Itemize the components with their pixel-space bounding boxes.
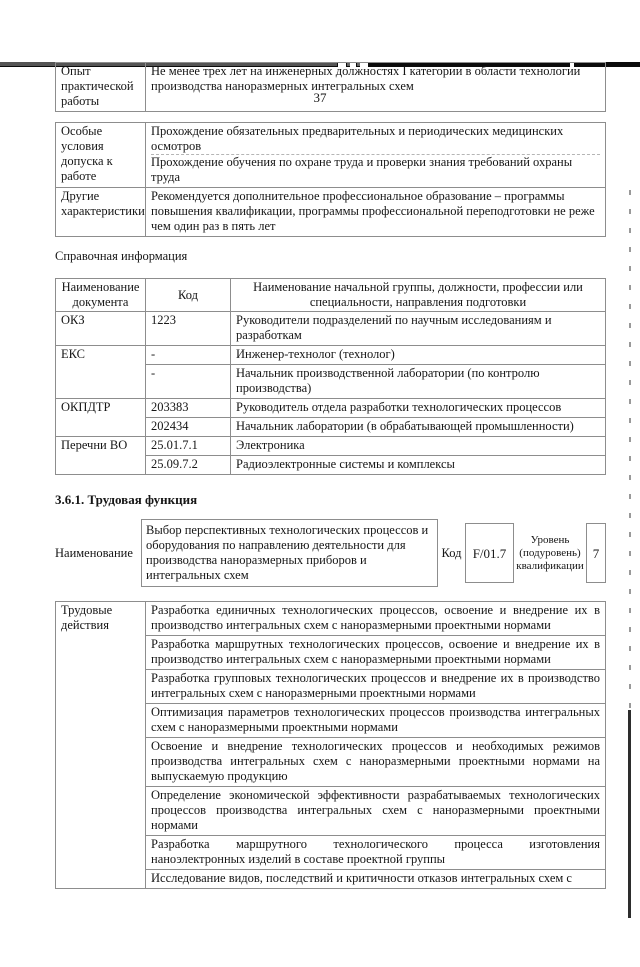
name-cell: Инженер-технолог (технолог): [231, 346, 606, 365]
special-conditions-item: Прохождение обязательных предварительных и периодических медицинских осмотров: [151, 124, 564, 153]
table-row: [56, 123, 606, 188]
name-cell: Руководитель отдела разработки технологических процессов: [231, 399, 606, 418]
function-code-box: F/01.7: [465, 523, 514, 583]
table-header-row: [56, 279, 606, 312]
doc-cell: Перечни ВО: [56, 437, 146, 475]
scan-artifact-dashed-line: [629, 190, 631, 710]
section-heading: 3.6.1. Трудовая функция: [55, 492, 198, 507]
action-item: Определение экономической эффективности разрабатываемых технологических процессов производства интегральных схем с наноразмерными проектными нормами: [146, 787, 606, 836]
special-conditions-item: Прохождение обучения по охране труда и проверки знания требований охраны труда: [151, 154, 600, 185]
code-cell: 1223: [146, 312, 231, 346]
special-conditions-cell: [146, 123, 606, 188]
header-document: Наименование документа: [56, 279, 146, 312]
code-cell: 25.09.7.2: [146, 456, 231, 475]
action-item: Разработка единичных технологических процессов, освоение и внедрение их в производство интегральных схем с наноразмерными проектными нормами: [146, 602, 606, 636]
action-item: Освоение и внедрение технологических процессов и необходимых режимов производства интегральных схем с наноразмерными проектными нормами на выпускаемую продукцию: [146, 738, 606, 787]
labor-actions-table: [55, 601, 606, 889]
page-number: 37: [313, 90, 327, 105]
reference-table: [55, 278, 606, 475]
table-row: [56, 437, 606, 456]
name-cell: Радиоэлектронные системы и комплексы: [231, 456, 606, 475]
table-row: [56, 602, 606, 636]
header-code: Код: [146, 279, 231, 312]
table-row: [56, 399, 606, 418]
experience-text: Не менее трех лет на инженерных должностях I категории в области технологии производства наноразмерных интегральных схем: [146, 63, 606, 112]
reference-heading: Справочная информация: [55, 249, 188, 263]
name-cell: Руководители подразделений по научным исследованиям и разработкам: [231, 312, 606, 346]
document-page: [55, 62, 606, 889]
name-cell: Начальник производственной лаборатории (по контролю производства): [231, 365, 606, 399]
qualification-level-label: Уровень (подуровень) квалификации: [516, 533, 584, 572]
doc-cell: ОКЗ: [56, 312, 146, 346]
other-characteristics-text: Рекомендуется дополнительное профессиональное образование – программы повышения квалификации, программы профессиональной переподготовки не реже чем один раз в пять лет: [146, 188, 606, 237]
labor-actions-label: Трудовые действия: [56, 602, 146, 889]
table-row: [56, 312, 606, 346]
qualification-level-box: 7: [586, 523, 606, 583]
table-row: [56, 346, 606, 365]
special-conditions-label: Особые условия допуска к работе: [56, 123, 146, 188]
scan-artifact-dark-line: [628, 710, 631, 918]
table-row: [56, 63, 606, 112]
function-code-label: Код: [441, 545, 462, 560]
code-cell: -: [146, 365, 231, 399]
doc-cell: ОКПДТР: [56, 399, 146, 437]
table-row: [56, 188, 606, 237]
conditions-table: [55, 122, 606, 237]
name-cell: Электроника: [231, 437, 606, 456]
name-cell: Начальник лаборатории (в обрабатывающей промышленности): [231, 418, 606, 437]
function-name-label: Наименование: [55, 545, 133, 560]
other-characteristics-label: Другие характеристики: [56, 188, 146, 237]
doc-cell: ЕКС: [56, 346, 146, 399]
experience-table: [55, 62, 606, 112]
code-cell: 202434: [146, 418, 231, 437]
function-name-box: Выбор перспективных технологических процессов и оборудования по направлению деятельности для производства наноразмерных приборов и интегральных схем: [141, 519, 438, 587]
code-cell: -: [146, 346, 231, 365]
code-cell: 25.01.7.1: [146, 437, 231, 456]
action-item: Разработка маршрутного технологического процесса изготовления наноэлектронных изделий в составе проектной группы: [146, 836, 606, 870]
code-cell: 203383: [146, 399, 231, 418]
action-item: Разработка групповых технологических процессов и внедрение их в производство интегральных схем с наноразмерными проектными нормами: [146, 670, 606, 704]
header-name: Наименование начальной группы, должности, профессии или специальности, направления подготовки: [231, 279, 606, 312]
labor-function-name-block: [55, 519, 606, 587]
action-item: Исследование видов, последствий и критичности отказов интегральных схем с: [146, 870, 606, 889]
experience-label: Опыт практической работы: [56, 63, 146, 112]
action-item: Разработка маршрутных технологических процессов, освоение и внедрение их в производство интегральных схем с наноразмерными проектными нормами: [146, 636, 606, 670]
action-item: Оптимизация параметров технологических процессов производства интегральных схем с наноразмерными проектными нормами: [146, 704, 606, 738]
